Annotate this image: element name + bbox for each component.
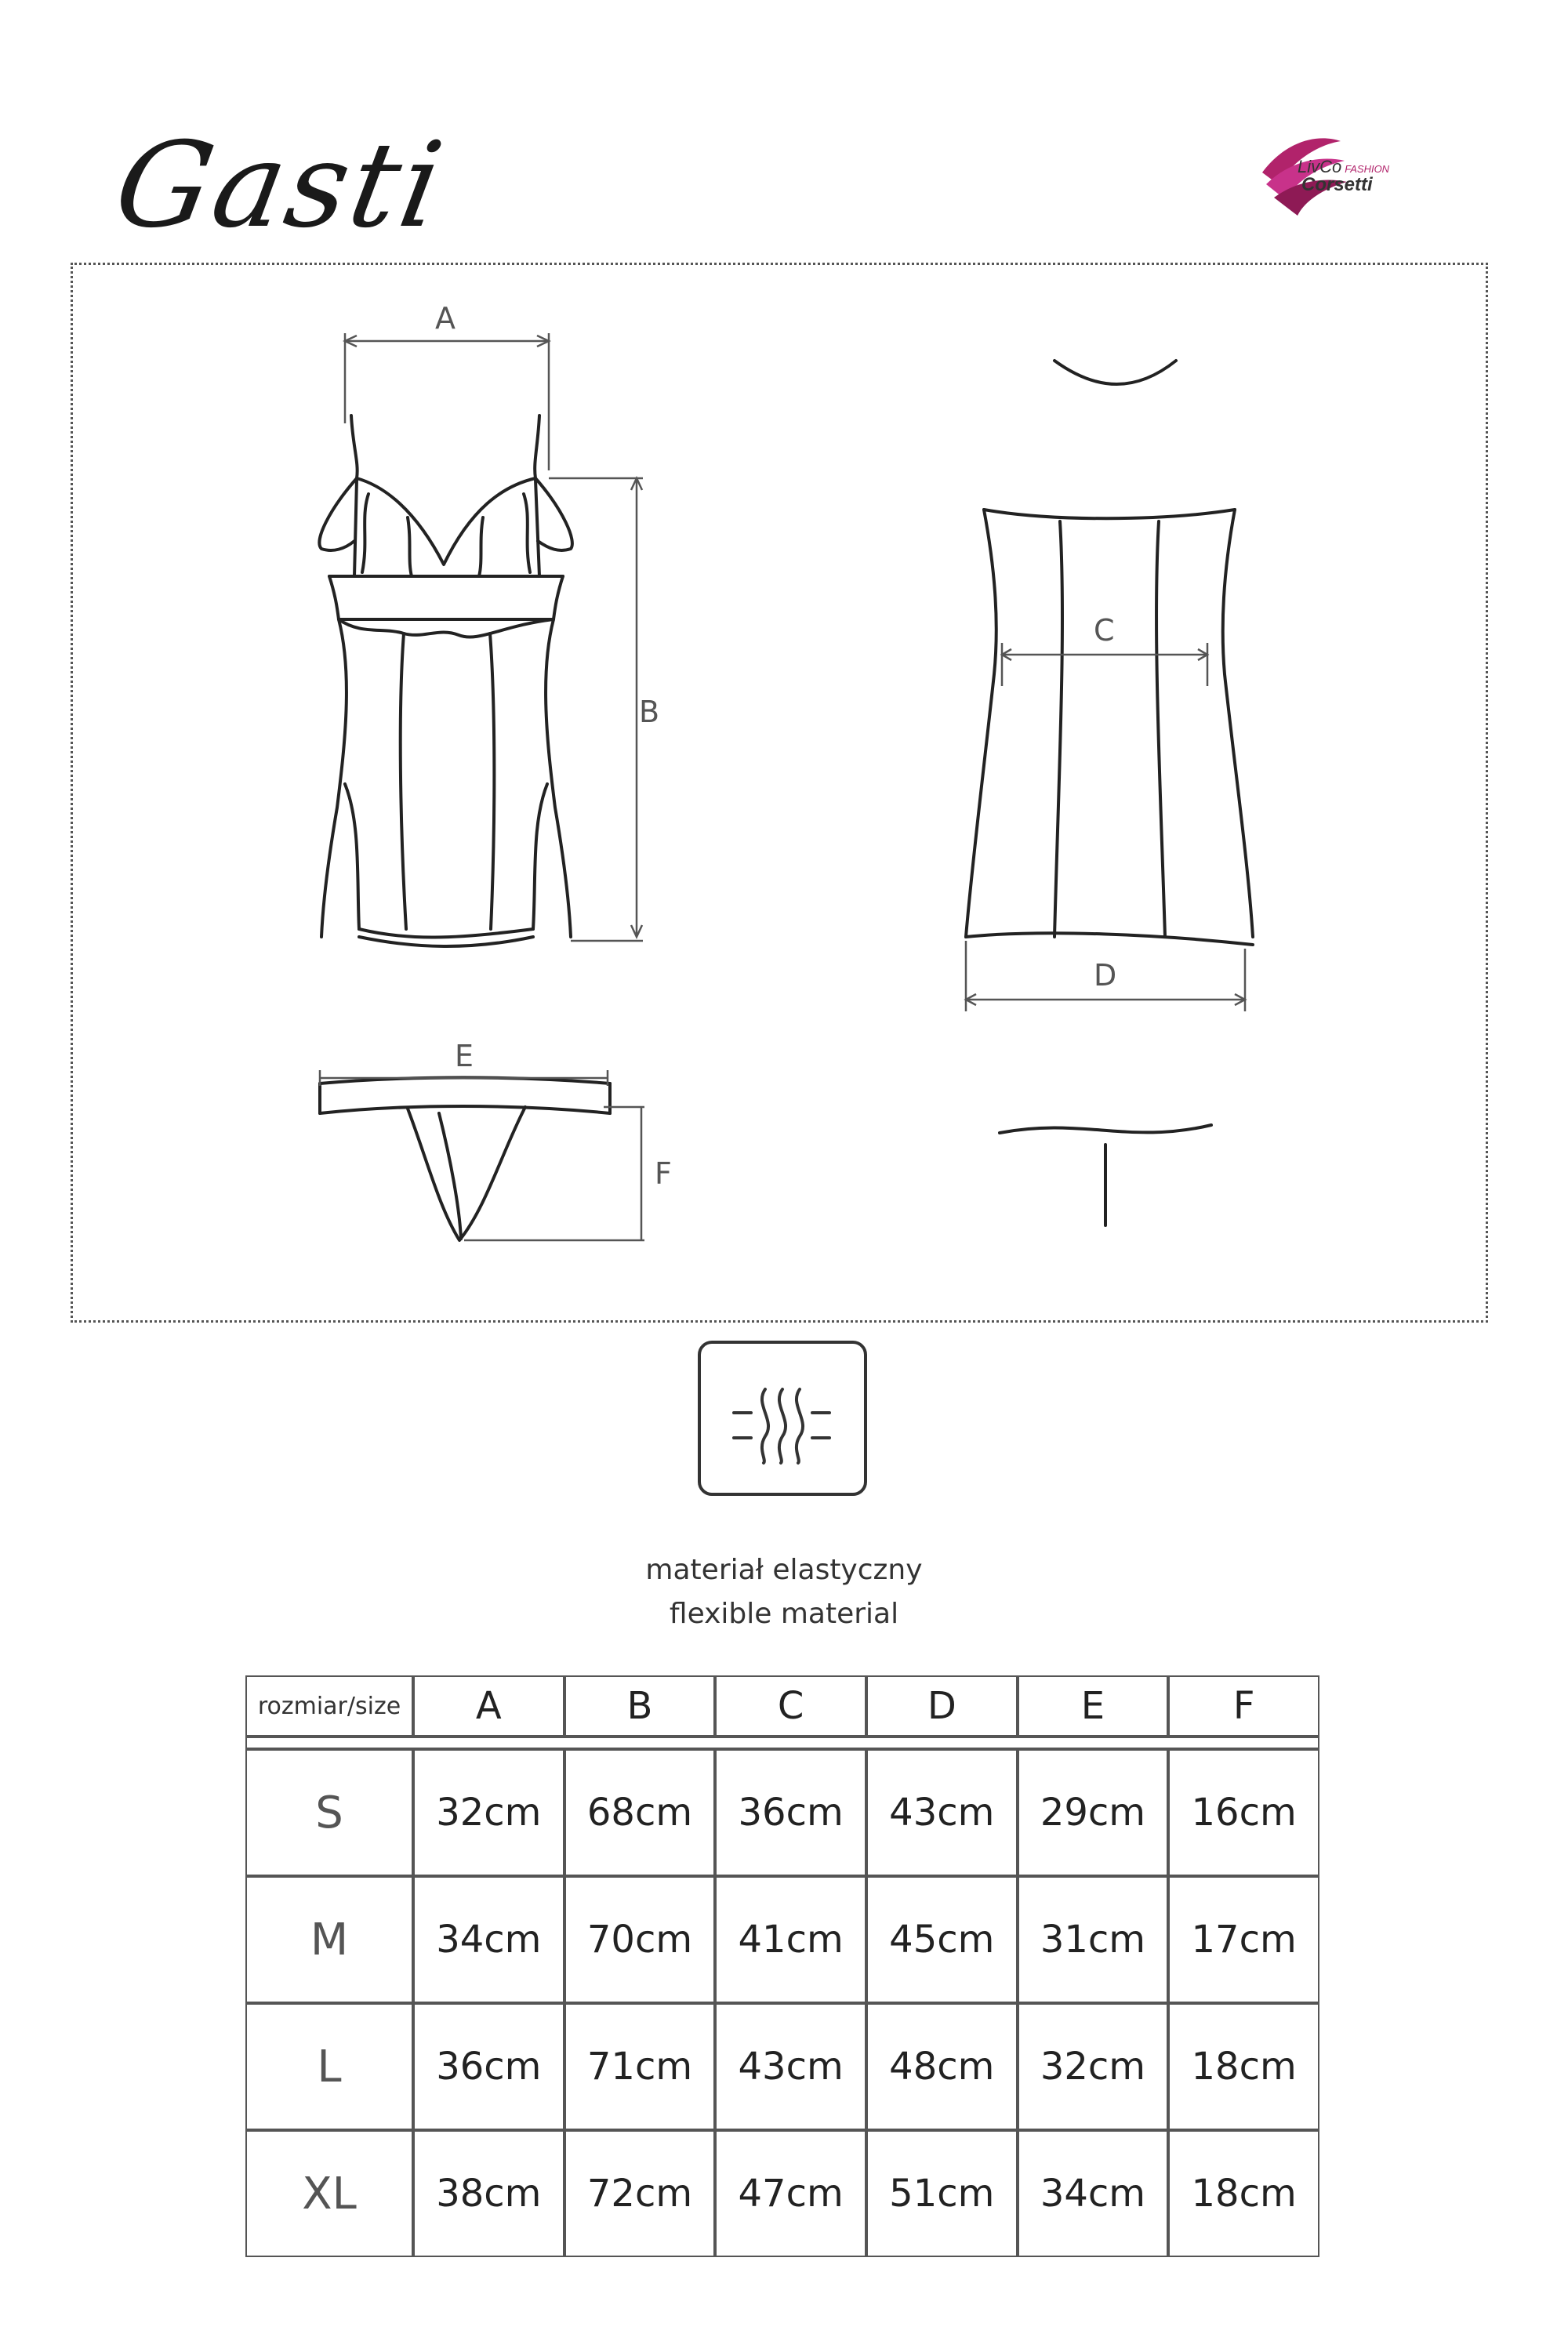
value-cell: 72cm xyxy=(564,2130,716,2257)
value-cell: 71cm xyxy=(564,2003,716,2130)
dimension-label-d: D xyxy=(1094,958,1117,993)
size-cell: S xyxy=(245,1749,413,1876)
value-cell: 43cm xyxy=(866,1749,1018,1876)
brand-name-line2: Corsetti xyxy=(1301,174,1373,195)
column-header-c: C xyxy=(715,1675,866,1737)
dimension-label-a: A xyxy=(435,301,456,336)
value-cell: 70cm xyxy=(564,1876,716,2003)
column-header-e: E xyxy=(1018,1675,1169,1737)
size-table-corner-label: rozmiar/size xyxy=(245,1675,413,1737)
table-row xyxy=(245,1876,1319,2003)
dimension-label-b: B xyxy=(639,695,660,729)
value-cell: 34cm xyxy=(1018,2130,1169,2257)
value-cell: 68cm xyxy=(564,1749,716,1876)
size-table xyxy=(245,1675,1319,2257)
value-cell: 16cm xyxy=(1168,1749,1319,1876)
value-cell: 32cm xyxy=(1018,2003,1169,2130)
chemise-front-drawing xyxy=(319,416,572,946)
value-cell: 45cm xyxy=(866,1876,1018,2003)
flexible-material-icon xyxy=(698,1341,867,1496)
value-cell: 36cm xyxy=(413,2003,564,2130)
size-cell: L xyxy=(245,2003,413,2130)
material-label-en: flexible material xyxy=(669,1598,899,1630)
table-row xyxy=(245,2130,1319,2257)
dimension-a-line xyxy=(345,333,549,470)
value-cell: 51cm xyxy=(866,2130,1018,2257)
size-table-header xyxy=(245,1675,1319,1737)
string-front-drawing xyxy=(320,1078,610,1241)
dimension-label-e: E xyxy=(455,1039,474,1073)
size-cell: XL xyxy=(245,2130,413,2257)
dimension-b-line xyxy=(549,478,643,941)
string-back-drawing xyxy=(1000,1125,1211,1225)
dimension-c-line xyxy=(1002,643,1207,686)
column-header-f: F xyxy=(1168,1675,1319,1737)
chemise-back-drawing xyxy=(966,361,1253,945)
material-label-pl: materiał elastyczny xyxy=(645,1554,923,1586)
value-cell: 18cm xyxy=(1168,2130,1319,2257)
dimension-label-c: C xyxy=(1094,613,1115,648)
brand-fashion-label: FASHION xyxy=(1345,163,1390,175)
column-header-b: B xyxy=(564,1675,716,1737)
dimension-label-f: F xyxy=(655,1156,672,1191)
value-cell: 31cm xyxy=(1018,1876,1169,2003)
value-cell: 41cm xyxy=(715,1876,866,2003)
brand-name-line1: LivCo xyxy=(1298,157,1342,176)
table-row xyxy=(245,2003,1319,2130)
value-cell: 17cm xyxy=(1168,1876,1319,2003)
value-cell: 18cm xyxy=(1168,2003,1319,2130)
column-header-a: A xyxy=(413,1675,564,1737)
table-row xyxy=(245,1749,1319,1876)
column-header-d: D xyxy=(866,1675,1018,1737)
value-cell: 43cm xyxy=(715,2003,866,2130)
value-cell: 48cm xyxy=(866,2003,1018,2130)
dimension-f-line xyxy=(464,1107,644,1240)
value-cell: 38cm xyxy=(413,2130,564,2257)
value-cell: 34cm xyxy=(413,1876,564,2003)
size-cell: M xyxy=(245,1876,413,2003)
value-cell: 36cm xyxy=(715,1749,866,1876)
product-title: Gasti xyxy=(105,118,455,254)
value-cell: 47cm xyxy=(715,2130,866,2257)
value-cell: 29cm xyxy=(1018,1749,1169,1876)
value-cell: 32cm xyxy=(413,1749,564,1876)
